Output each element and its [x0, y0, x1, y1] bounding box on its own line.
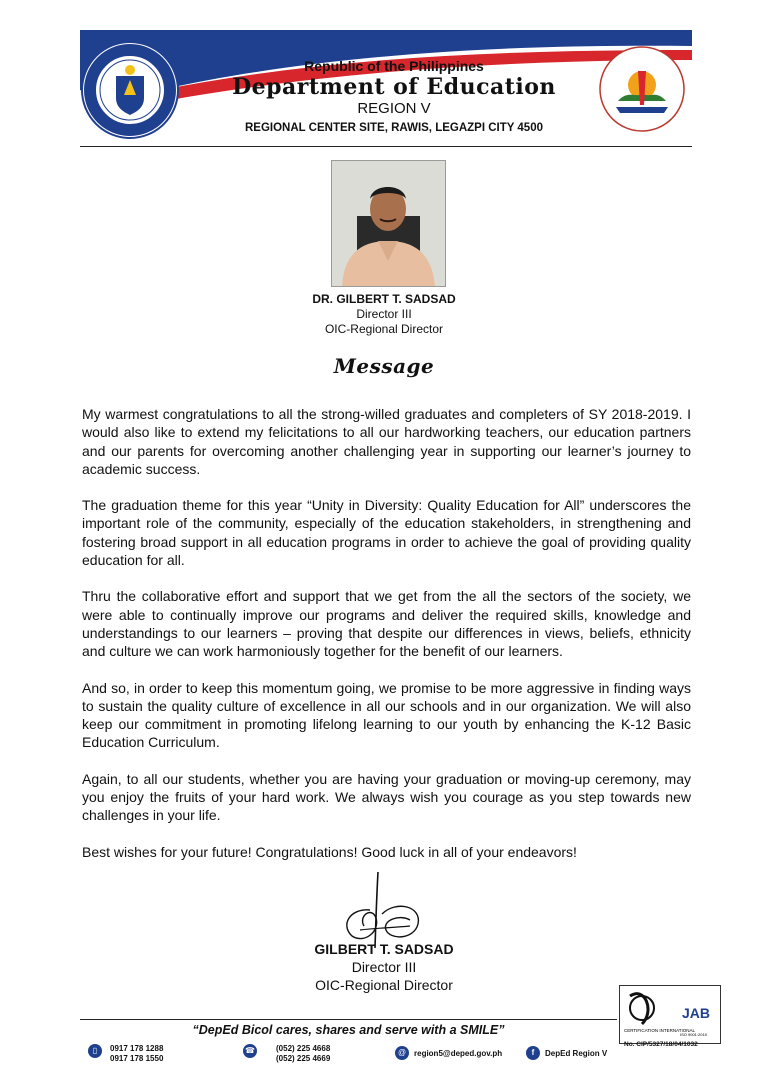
header-divider — [80, 146, 692, 147]
signatory-title: Director III — [351, 959, 417, 975]
header-text-block — [190, 58, 598, 134]
signatory-name: GILBERT T. SADSAD — [314, 941, 454, 957]
message-paragraph: Again, to all our students, whether you are having your graduation or moving-up ceremony, may you enjoy the fruits of your hard work. We always wish you courage as you step towards new challenges in your life. — [82, 770, 691, 824]
director-photo — [331, 160, 446, 287]
email-address: region5@deped.gov.ph — [414, 1049, 503, 1058]
mobile-icon: ▯ — [88, 1044, 102, 1058]
department-name: Department of Education — [232, 74, 556, 100]
director-caption — [230, 292, 538, 337]
message-paragraph: The graduation theme for this year “Unity in Diversity: Quality Education for All” underscores the important role of the community, especially of the education stakeholders, in strengthening and fostering broad support in all education programs in order to achieve the goal of providing quality education for all. — [82, 497, 691, 569]
message-heading: Message — [333, 354, 435, 378]
phone-icon: ☎ — [243, 1044, 257, 1058]
mobile-number-2: 0917 178 1550 — [110, 1054, 164, 1063]
cert-label: CERTIFICATION INTERNATIONAL — [624, 1028, 696, 1033]
phone-number-1: (052) 225 4668 — [276, 1044, 331, 1053]
handwritten-signature — [330, 870, 430, 950]
svg-text:JAB: JAB — [682, 1005, 711, 1021]
director-role: OIC-Regional Director — [324, 322, 444, 336]
message-paragraph: My warmest congratulations to all the strong-willed graduates and completers of SY 2018-2019. I would also like to extend my felicitations to all our hardworking teachers, our education partners and our parents for overcoming another challenging year in supporting our learner’s journey to academic success. — [82, 406, 691, 477]
message-body — [82, 405, 691, 879]
facebook-page: DepEd Region V — [545, 1049, 608, 1058]
message-paragraph: Best wishes for your future! Congratulations! Good luck in all of your endeavors! — [82, 843, 577, 860]
director-title: Director III — [356, 307, 412, 321]
certification-badge — [619, 985, 721, 1044]
certificate-number: No. CIP/5327/18/04/1032 — [624, 1041, 698, 1048]
republic-label: Republic of the Philippines — [304, 58, 484, 74]
region-label: REGION V — [357, 100, 431, 117]
deped-region-v-logo — [598, 45, 686, 133]
director-name: DR. GILBERT T. SADSAD — [312, 292, 456, 306]
footer-divider — [80, 1019, 617, 1020]
mobile-number-1: 0917 178 1288 — [110, 1044, 164, 1053]
mobile-numbers — [110, 1044, 163, 1064]
signatory-role: OIC-Regional Director — [315, 977, 453, 993]
signatory-block — [230, 940, 538, 994]
phone-number-2: (052) 225 4669 — [276, 1054, 331, 1063]
message-paragraph: And so, in order to keep this momentum going, we promise to be more aggressive in finding ways to sustain the quality culture of excellence in all our schools and in our organization. We will also keep our commitment in promoting lifelong learning to our youth by enhancing the K-12 Basic Education Curriculum. — [82, 679, 691, 751]
office-address: REGIONAL CENTER SITE, RAWIS, LEGAZPI CITY 4500 — [245, 122, 543, 134]
email-icon: @ — [395, 1046, 409, 1060]
landline-numbers — [276, 1044, 330, 1064]
cert-iso: ISO 9001:2015 — [680, 1032, 707, 1037]
facebook-icon: f — [526, 1046, 540, 1060]
message-paragraph: Thru the collaborative effort and support that we get from the all the sectors of the society, we were able to continually improve our programs and deliver the required skills, knowledge and understandings to our learners – proving that despite our differences in views, beliefs, ethnicity and culture we can work harmoniously together for the benefit of our learners. — [82, 588, 691, 660]
deped-seal-logo — [80, 40, 180, 140]
footer-tagline: “DepEd Bicol cares, shares and serve with a SMILE” — [192, 1023, 505, 1037]
